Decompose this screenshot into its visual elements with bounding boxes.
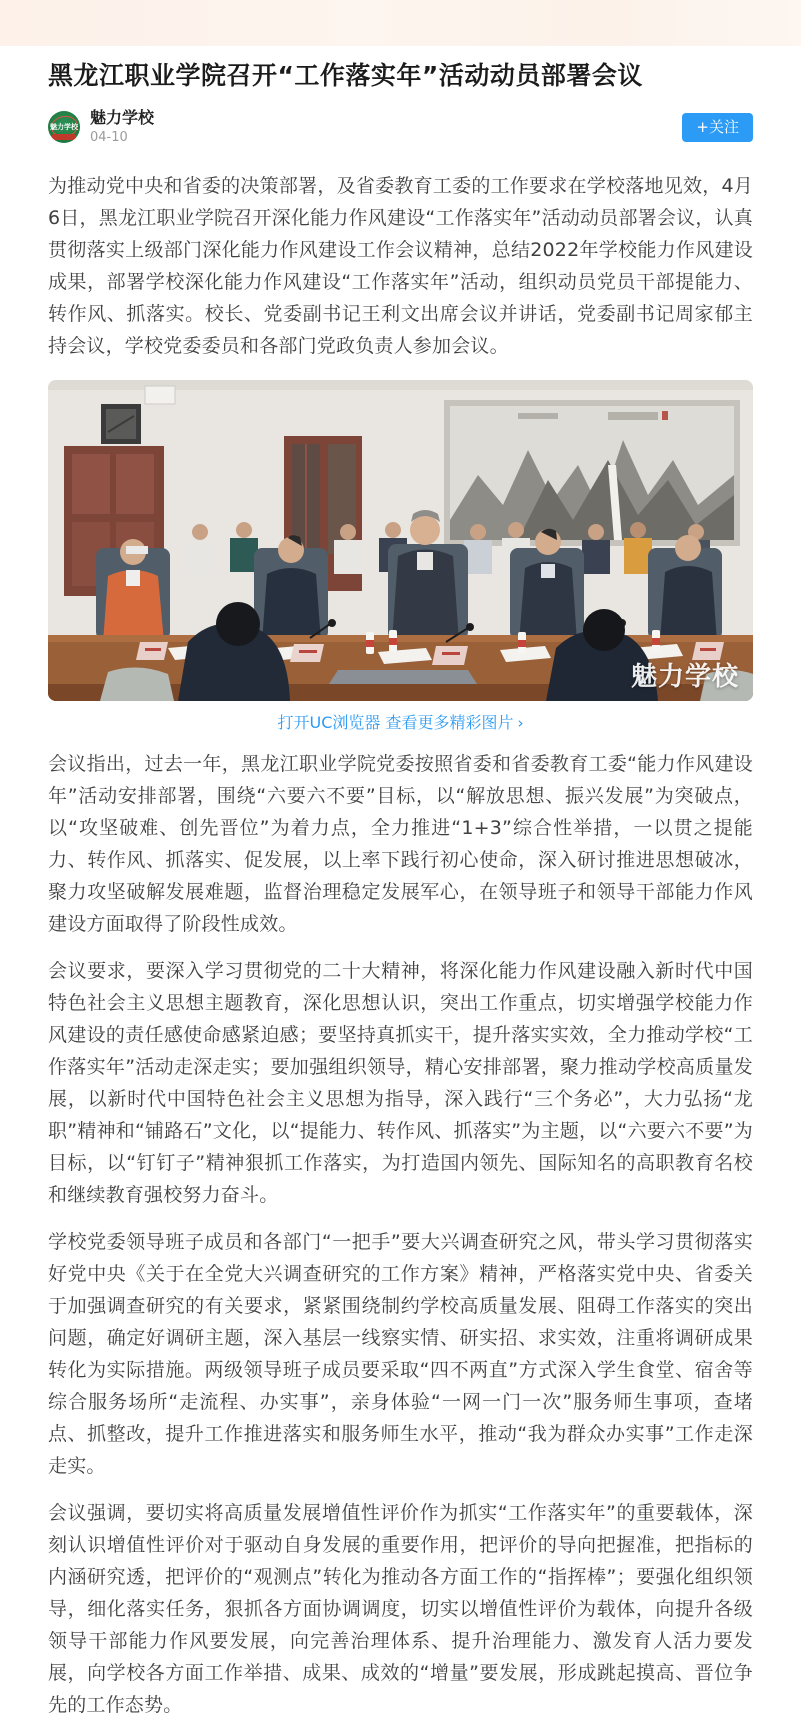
view-more-images-link[interactable] [48,713,753,733]
paragraph-2: 会议指出，过去一年，黑龙江职业学院党委按照省委和省委教育工委“能力作风建设年”活动安排部署，围绕“六要六不要”目标，以“解放思想、振兴发展”为突破点，以“攻坚破难、创先晋位”为着力点，全力推进“1+3”综合性举措，一以贯之提能力、转作风、抓落实、促发展，以上率下践行初心使命，深入研讨推进思想破冰，聚力攻坚破解发展难题，监督治理稳定发展军心，在领导班子和领导干部能力作风建设方面取得了阶段性成效。 [48,753,753,935]
follow-button[interactable]: +关注 [682,113,753,142]
chevron-right-icon: › [517,714,524,732]
paragraph-4: 学校党委领导班子成员和各部门“一把手”要大兴调查研究之风，带头学习贯彻落实好党中央《关于在全党大兴调查研究的工作方案》精神，严格落实党中央、省委关于加强调查研究的有关要求，紧紧围绕制约学校高质量发展、阻碍工作落实的突出问题，确定好调研主题，深入基层一线察实情、研实招、求实效，注重将调研成果转化为实际措施。两级领导班子成员要采取“四不两直”方式深入学生食堂、宿舍等综合服务场所“走流程、办实事”，亲身体验“一网一门一次”服务师生事项，查堵点、抓整改，提升工作推进落实和服务师生水平，推动“我为群众办实事”工作走深走实。 [48,1231,753,1477]
author-meta [90,108,154,146]
meeting-photo[interactable] [48,380,753,701]
author-name[interactable]: 魅力学校 [90,108,155,127]
view-more-images-label: 打开UC浏览器 查看更多精彩图片 [277,713,514,732]
author-row [48,108,753,146]
article-title: 黑龙江职业学院召开“工作落实年”活动动员部署会议 [48,61,643,90]
image-watermark: 魅力学校 [630,662,739,692]
avatar-band-decoration [52,134,76,140]
article-content [0,60,801,1721]
paragraph-5: 会议强调，要切实将高质量发展增值性评价作为抓实“工作落实年”的重要载体，深刻认识增值性评价对于驱动自身发展的重要作用，把评价的导向把握准，把指标的内涵研究透，把评价的“观测点”转化为推动各方面工作的“指挥棒”；要强化组织领导，细化落实任务，狠抓各方面协调调度，切实以增值性评价为载体，向提升各级领导干部能力作风要发展，向完善治理体系、提升治理能力、激发育人活力要发展，向学校各方面工作举措、成果、成效的“增量”要发展，形成跳起摸高、晋位争先的工作态势。 [48,1502,753,1716]
meeting-photo-illustration [48,380,753,701]
header-banner [0,0,801,46]
paragraph-3: 会议要求，要深入学习贯彻党的二十大精神，将深化能力作风建设融入新时代中国特色社会主义思想主题教育，深化思想认识，突出工作重点，切实增强学校能力作风建设的责任感使命感紧迫感；要坚持真抓实干，提升落实实效，全力推动学校“工作落实年”活动走深走实；要加强组织领导，精心安排部署，聚力推动学校高质量发展，以新时代中国特色社会主义思想为指导，深入践行“三个务必”，大力弘扬“龙职”精神和“铺路石”文化，以“提能力、转作风、抓落实”为主题，以“六要六不要”为目标，以“钉钉子”精神狠抓工作落实，为打造国内领先、国际知名的高职教育名校和继续教育强校努力奋斗。 [48,960,753,1206]
publish-date: 04-10 [90,130,128,145]
avatar-logo-text: 魅力学校 [50,123,78,131]
author-avatar[interactable] [48,111,80,143]
paragraph-1: 为推动党中央和省委的决策部署，及省委教育工委的工作要求在学校落地见效，4月6日，黑龙江职业学院召开深化能力作风建设“工作落实年”活动动员部署会议，认真贯彻落实上级部门深化能力作风建设工作会议精神，总结2022年学校能力作风建设成果，部署学校深化能力作风建设“工作落实年”活动，组织动员党员干部提能力、转作风、抓落实。校长、党委副书记王利文出席会议并讲话，党委副书记周家郁主持会议，学校党委委员和各部门党政负责人参加会议。 [48,175,753,357]
